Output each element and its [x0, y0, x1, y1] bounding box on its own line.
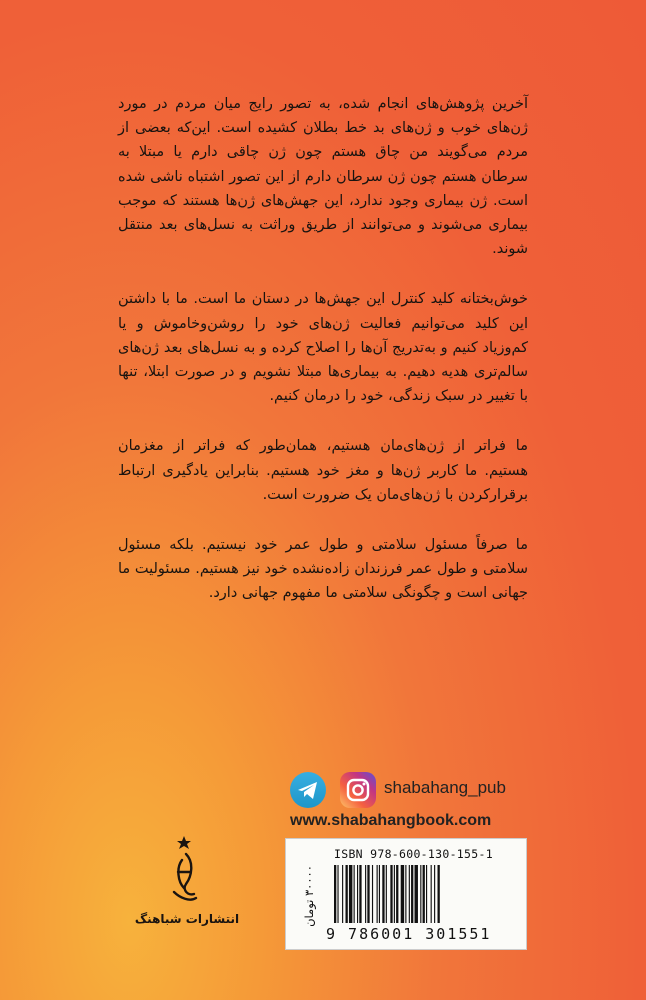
barcode-bar [396, 865, 398, 923]
barcode-bar [354, 865, 355, 923]
barcode-digits: 9 786001 301551 [326, 925, 492, 943]
social-links [290, 770, 530, 810]
website-url: www.shabahangbook.com [290, 812, 492, 829]
barcode-bar [401, 865, 404, 923]
paragraph-3: ما فراتر از ژن‌های‌مان هستیم، همان‌طور که فراتر از مغزمان هستیم. ما کاربر ژن‌ها و مغز خود هستیم. بنابراین یادگیری ارتباط برقرارکردن با ژن‌های‌مان یک ضرورت است. [118, 438, 528, 503]
barcode-bar [377, 865, 378, 923]
barcode-bar [405, 865, 406, 923]
barcode-bar [390, 865, 392, 923]
isbn-label: ISBN 978-600-130-155-1 [334, 847, 493, 861]
barcode-bar [415, 865, 418, 923]
barcode-bar [349, 865, 352, 923]
price-text: ۳۰۰۰۰ تومان [302, 865, 316, 927]
barcode-bar [342, 865, 343, 923]
paragraph-1: آخرین پژوهش‌های انجام شده، به تصور رایج میان مردم در مورد ژن‌های خوب و ژن‌های بد خط بطلان کشیده است. این‌که بعضی از مردم می‌گویند من چاق هستم چون ژن چاقی دارم یا مبتلا به سرطان هستم چون ژن سرطان دارم از این تصور اشتباه ناشی شده است. ژن بیماری وجود ندارد، این جهش‌های ژن‌ها هستند که موجب بیماری می‌شوند و می‌توانند از طریق وراثت به نسل‌های بعد منتقل شوند. [118, 96, 528, 258]
barcode-bar [346, 865, 348, 923]
barcode-bar [431, 865, 432, 923]
barcode [334, 865, 520, 923]
barcode-bar [372, 865, 373, 923]
barcode-bar [379, 865, 380, 923]
barcode-bar [426, 865, 427, 923]
barcode-bar [337, 865, 338, 923]
barcode-bar [409, 865, 410, 923]
paragraph-2: خوش‌بختانه کلید کنترل این جهش‌ها در دستان ما است. ما با داشتن این کلید می‌توانیم فعالیت ژن‌های خود را روشن‌وخاموش و یا کم‌وزیاد کنیم و به‌تدریج آن‌ها را اصلاح کرده و به نسل‌های بعد ژن‌های سالم‌تری هدیه دهیم. به بیماری‌ها مبتلا نشویم و در صورت ابتلا، تنها با تغییر در سبک زندگی، خود را درمان کنیم. [118, 291, 528, 405]
publisher-logo [164, 832, 204, 912]
barcode-bar [334, 865, 336, 923]
barcode-bar [423, 865, 425, 923]
paragraph-4: ما صرفاً مسئول سلامتی و طول عمر خود نیستیم. بلکه مسئول سلامتی و طول عمر فرزندان زاده‌نشده خود نیز هستیم. مسئولیت ما جهانی است و چگونگی سلامتی ما مفهوم جهانی دارد. [118, 537, 528, 602]
barcode-bar [382, 865, 384, 923]
barcode-bar [357, 865, 358, 923]
barcode-bar [359, 865, 361, 923]
telegram-icon [290, 772, 326, 808]
barcode-bar [420, 865, 421, 923]
barcode-bar [411, 865, 413, 923]
barcode-bar [434, 865, 435, 923]
publisher-name: انتشارات شباهنگ [134, 912, 240, 926]
isbn-barcode-box [285, 838, 527, 950]
barcode-bar [438, 865, 440, 923]
barcode-bar [386, 865, 387, 923]
social-handle: shabahang_pub [384, 778, 506, 797]
barcode-bar [394, 865, 395, 923]
back-cover-text [118, 92, 528, 632]
barcode-bar [365, 865, 366, 923]
price-label [292, 853, 326, 939]
instagram-icon [340, 772, 376, 808]
barcode-bar [367, 865, 369, 923]
